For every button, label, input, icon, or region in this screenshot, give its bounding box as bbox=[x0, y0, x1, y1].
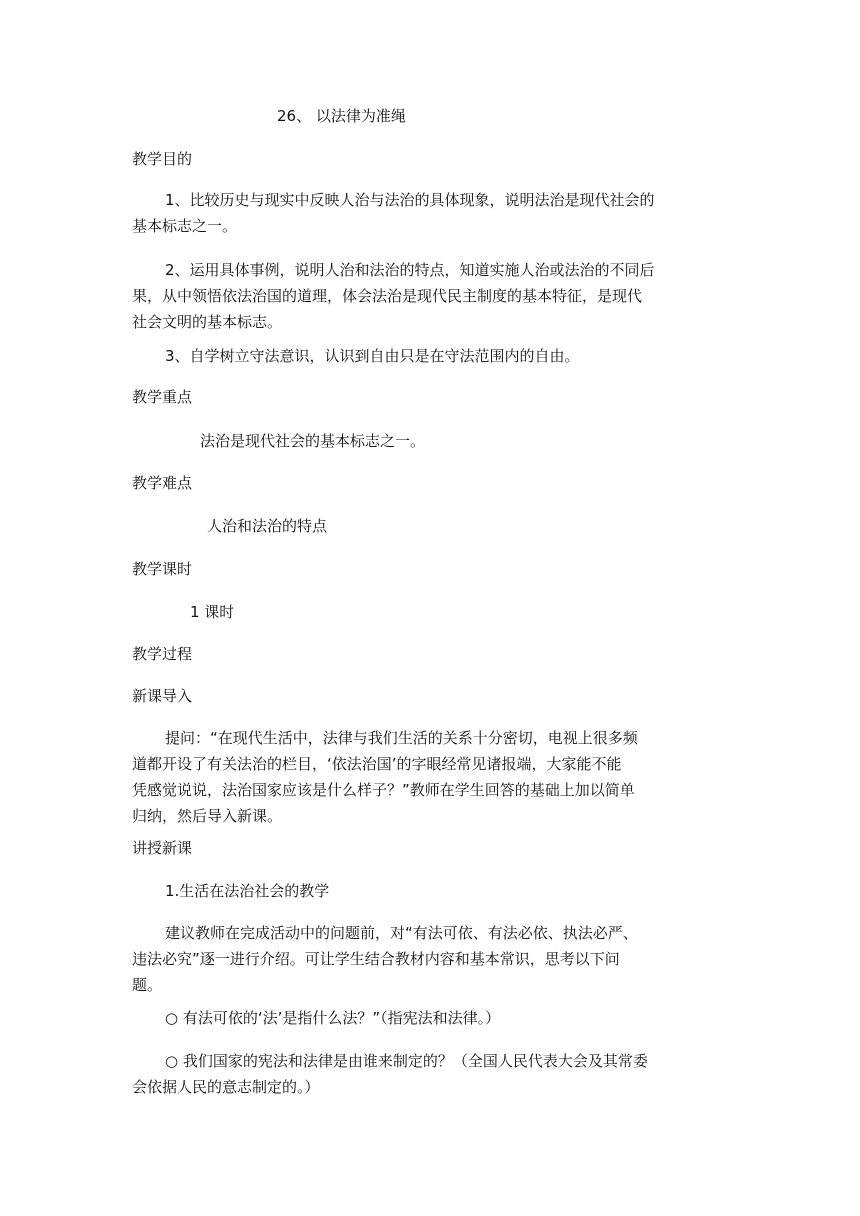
objective-2 bbox=[132, 257, 732, 335]
objective-3: 3、自学树立守法意识，认识到自由只是在守法范围内的自由。 bbox=[165, 347, 580, 365]
objective-2-line: 2、运用具体事例，说明人治和法治的特点，知道实施人治或法治的不同后 bbox=[165, 261, 655, 279]
document-title: 26、 以法律为准绳 bbox=[277, 107, 406, 125]
hours-heading: 教学课时 bbox=[132, 560, 193, 578]
objective-2-line: 社会文明的基本标志。 bbox=[132, 313, 283, 331]
question-2 bbox=[132, 1048, 732, 1100]
lecture-item-1: 1.生活在法治社会的教学 bbox=[165, 882, 330, 900]
intro-heading: 新课导入 bbox=[132, 687, 193, 705]
suggestion-line: 建议教师在完成活动中的问题前，对“有法可依、有法必依、执法必严、 bbox=[165, 924, 638, 942]
objective-1-line: 基本标志之一。 bbox=[132, 217, 238, 235]
difficulty-heading: 教学难点 bbox=[132, 474, 193, 492]
suggestion-line: 题。 bbox=[132, 976, 163, 994]
process-heading: 教学过程 bbox=[132, 645, 193, 663]
intro-paragraph bbox=[132, 725, 732, 829]
intro-line: 归纳，然后导入新课。 bbox=[132, 807, 283, 825]
suggestion-paragraph bbox=[132, 920, 732, 998]
lecture-heading: 讲授新课 bbox=[132, 839, 193, 857]
question-1: ○ 有法可依的‘法’是指什么法？”（指宪法和法律。） bbox=[165, 1009, 501, 1027]
question-2-line: 会依据人民的意志制定的。） bbox=[132, 1078, 320, 1096]
objective-1-line: 1、比较历史与现实中反映人治与法治的具体现象，说明法治是现代社会的 bbox=[165, 191, 655, 209]
keypoint-text: 法治是现代社会的基本标志之一。 bbox=[200, 432, 426, 450]
difficulty-text: 人治和法治的特点 bbox=[207, 517, 328, 535]
intro-line: 凭感觉说说，法治国家应该是什么样子？”教师在学生回答的基础上加以简单 bbox=[132, 781, 635, 799]
hours-text: 1 课时 bbox=[190, 603, 235, 621]
intro-line: 道都开设了有关法治的栏目，‘依法治国’的字眼经常见诸报端，大家能不能 bbox=[132, 755, 622, 773]
intro-line: 提问：“在现代生活中，法律与我们生活的关系十分密切，电视上很多频 bbox=[165, 729, 638, 747]
question-2-line: ○ 我们国家的宪法和法律是由谁来制定的？（全国人民代表大会及其常委 bbox=[165, 1052, 648, 1070]
suggestion-line: 违法必究”逐一进行介绍。可让学生结合教材内容和基本常识，思考以下问 bbox=[132, 950, 620, 968]
objective-2-line: 果，从中领悟依法治国的道理，体会法治是现代民主制度的基本特征，是现代 bbox=[132, 287, 643, 305]
objectives-heading: 教学目的 bbox=[132, 150, 193, 168]
objective-1 bbox=[132, 187, 732, 239]
keypoint-heading: 教学重点 bbox=[132, 388, 193, 406]
